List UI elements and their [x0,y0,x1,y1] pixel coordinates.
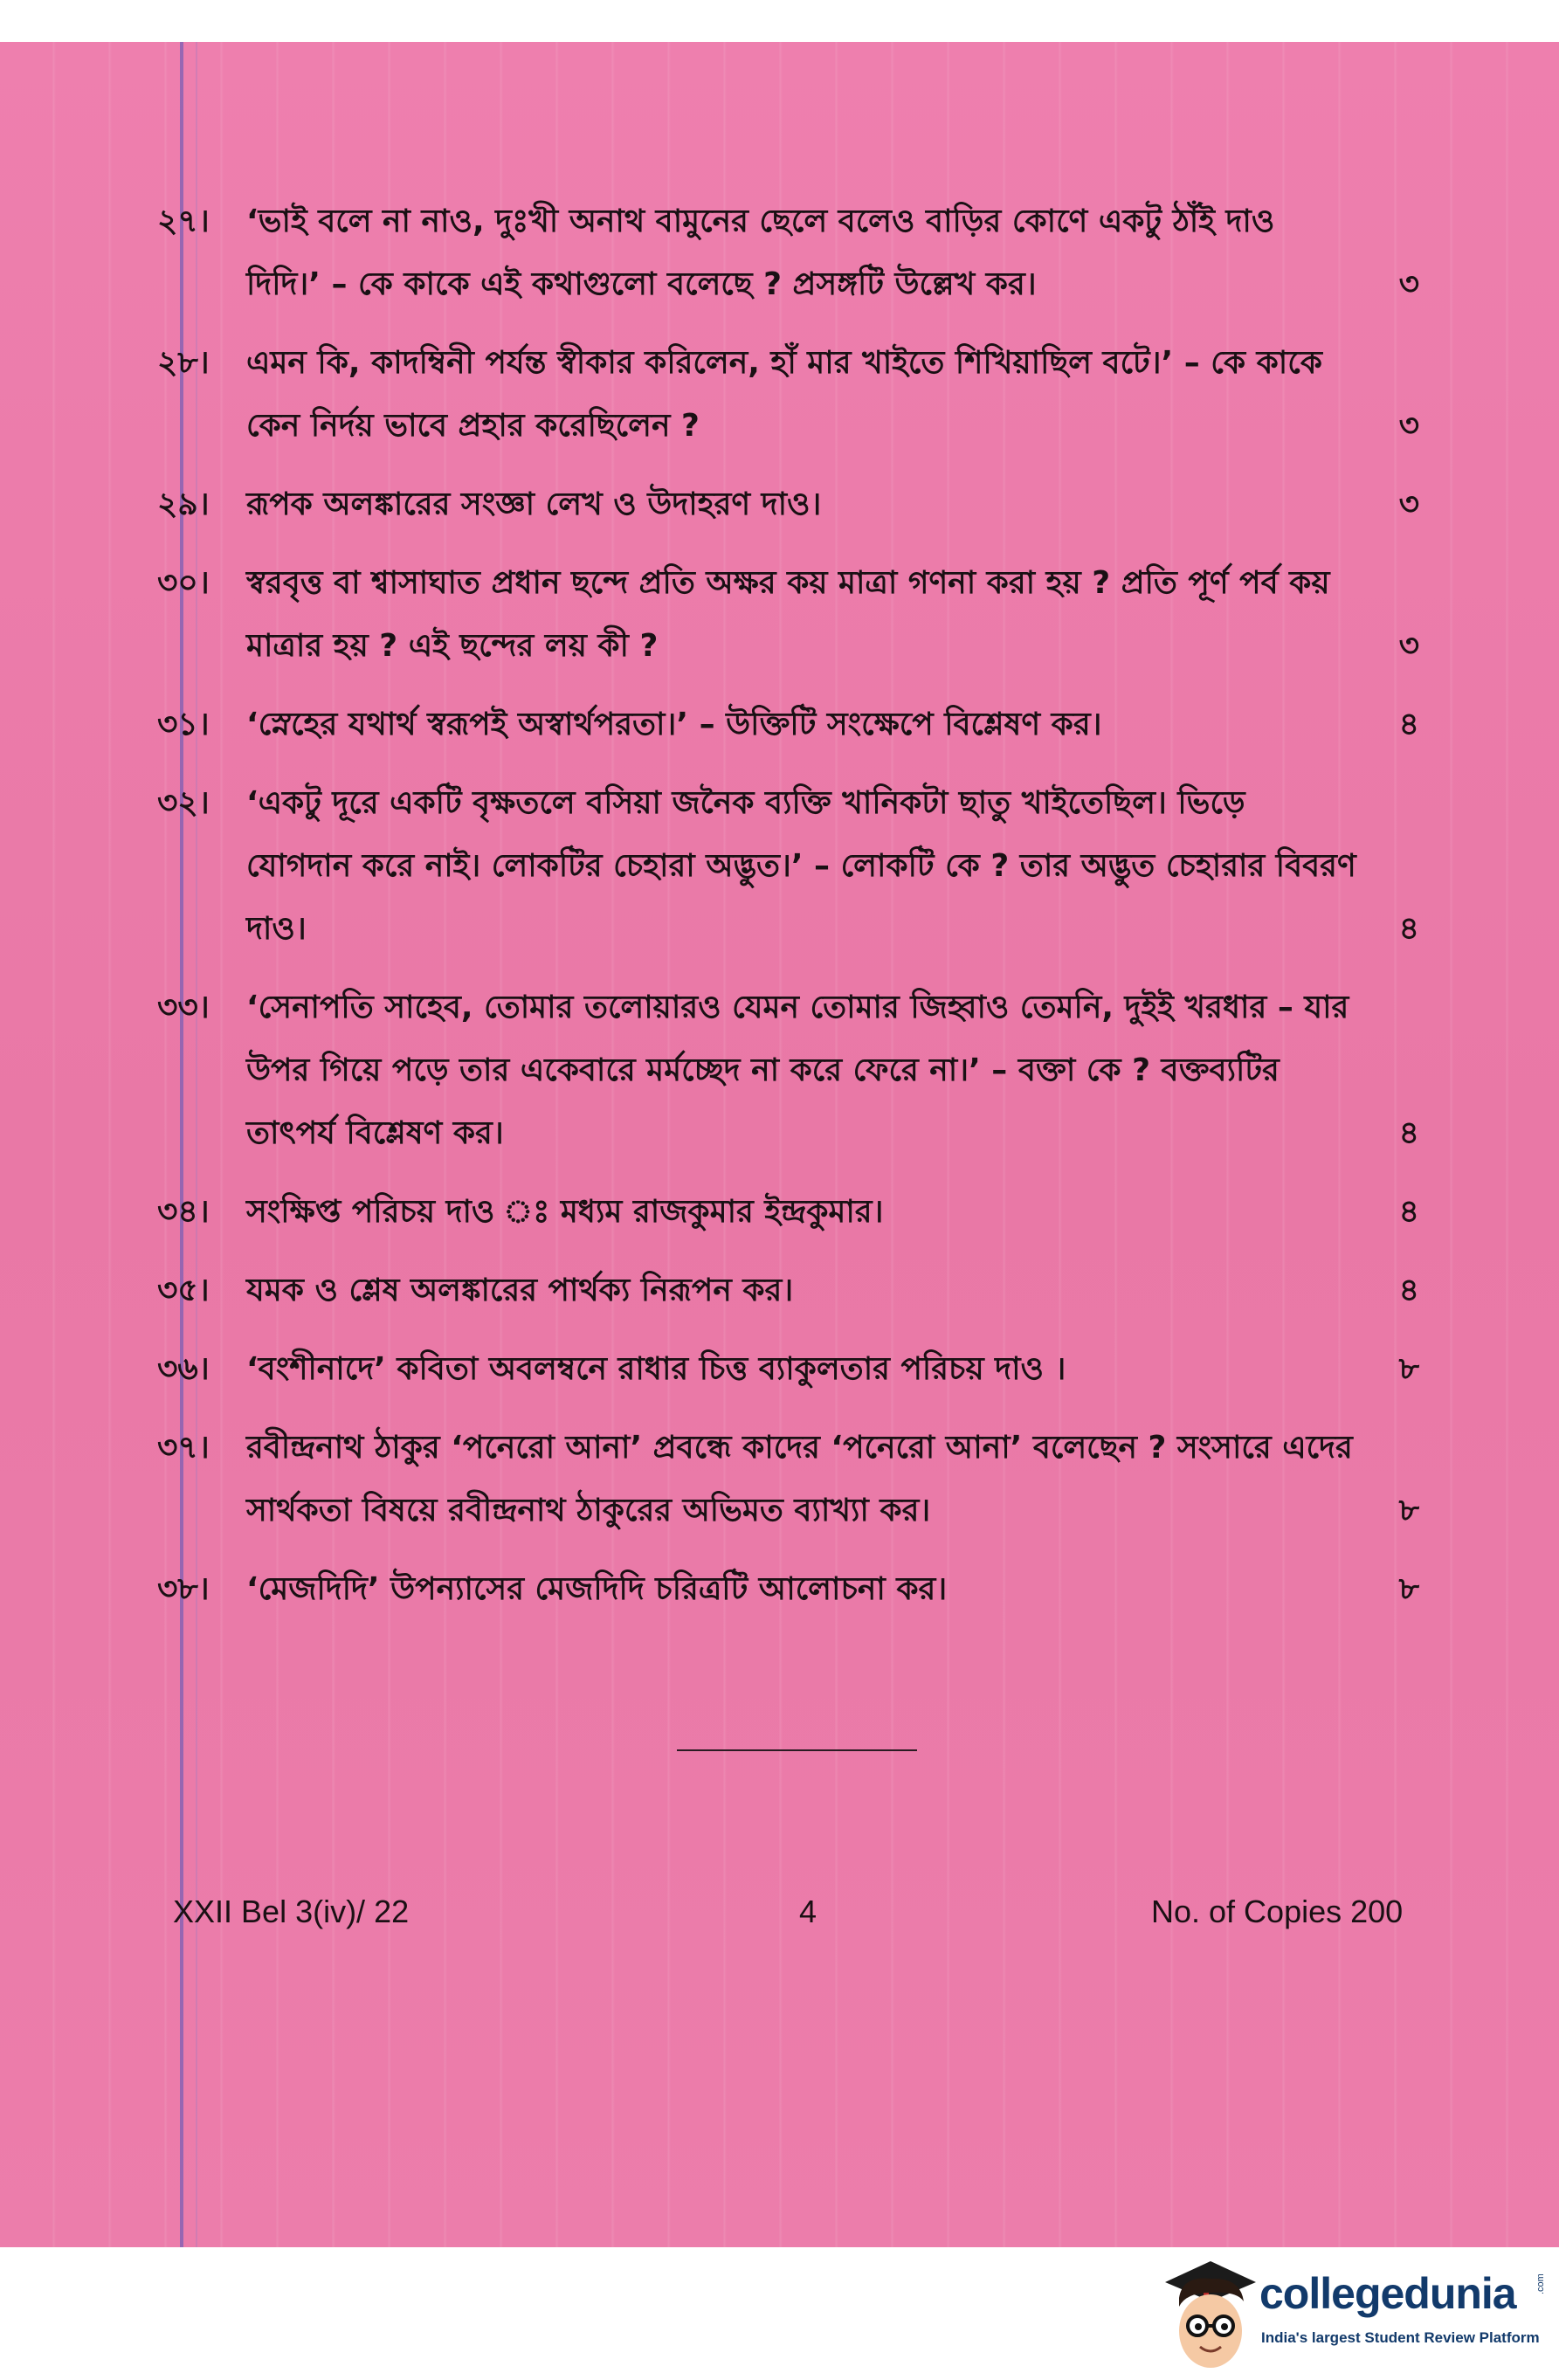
brand-name: collegedunia [1259,2269,1516,2318]
brand-tagline: India's largest Student Review Platform [1261,2329,1540,2346]
paper-code: XXII Bel 3(iv)/ 22 [173,1894,410,1929]
question-text: ‘মেজদিদি’ উপন্যাসের মেজদিদি চরিত্রটি আলোচনা কর। [246,1571,948,1607]
question-31 [157,693,1419,756]
question-text: ‘সেনাপতি সাহেব, তোমার তলোয়ারও যেমন তোমার জিহ্বাও তেমনি, দুইই খরধার – যার উপর গিয়ে পড়ে তার একেবারে মর্মচ্ছেদ না করে ফেরে না।’ – বক্তা কে ? বক্তব্যটির তাৎপর্য বিশ্লেষণ কর। [246,990,1349,1151]
question-marks: ৩ [1398,408,1419,444]
question-text: ‘ভাই বলে না নাও, দুঃখী অনাথ বামুনের ছেলে বলেও বাড়ির কোণে একটু ঠাঁই দাও দিদি।’ – কে কাকে এই কথাগুলো বলেছে ? প্রসঙ্গটি উল্লেখ কর। [246,204,1275,302]
question-number: ২৭। [157,204,210,239]
question-number: ২৯। [157,486,210,522]
question-text: ‘বংশীনাদে’ কবিতা অবলম্বনে রাধার চিত্ত ব্যাকুলতার পরিচয় দাও । [246,1351,1066,1387]
question-text: স্বরবৃত্ত বা শ্বাসাঘাত প্রধান ছন্দে প্রতি অক্ষর কয় মাত্রা গণনা করা হয় ? প্রতি পূর্ণ পর্ব কয় মাত্রার হয় ? এই ছন্দের লয় কী ? [246,565,1330,664]
question-number: ৩৮। [157,1571,210,1607]
question-33 [157,976,1419,1165]
question-number: ৩৫। [157,1273,210,1308]
question-paper-page [0,42,1559,2247]
question-30 [157,552,1419,678]
question-marks: ৪ [1398,1273,1419,1308]
page-number: 4 [799,1894,817,1929]
question-29 [157,473,1419,536]
question-marks: ৩ [1398,486,1419,522]
question-number: ৩১। [157,707,210,742]
question-text: যমক ও শ্লেষ অলঙ্কারের পার্থক্য নিরূপন কর। [246,1273,794,1308]
question-marks: ৮ [1398,1493,1419,1528]
question-32 [157,772,1419,961]
end-of-paper-rule [677,1749,917,1751]
question-35 [157,1259,1419,1322]
question-marks: ৪ [1398,707,1419,742]
question-marks: ৩ [1398,266,1419,302]
question-number: ৩৪। [157,1194,210,1230]
question-text: ‘স্নেহের যথার্থ স্বরূপই অস্বার্থপরতা।’ – উক্তিটি সংক্ষেপে বিশ্লেষণ কর। [246,707,1102,742]
question-27 [157,190,1419,316]
mascot-face-icon [1156,2249,1261,2380]
question-number: ২৮। [157,345,210,381]
question-text: ‘একটু দূরে একটি বৃক্ষতলে বসিয়া জনৈক ব্যক্তি খানিকটা ছাতু খাইতেছিল। ভিড়ে যোগদান করে নাই। লোকটির চেহারা অদ্ভুত।’ – লোকটি কে ? তার অদ্ভুত চেহারার বিবরণ দাও। [246,785,1356,947]
question-number: ৩৬। [157,1351,210,1387]
question-number: ৩২। [157,785,210,821]
question-number: ৩০। [157,565,210,601]
collegedunia-watermark [1153,2249,1559,2380]
question-28 [157,332,1419,458]
question-text: এমন কি, কাদম্বিনী পর্যন্ত স্বীকার করিলেন, হাঁ মার খাইতে শিখিয়াছিল বটে।’ – কে কাকে কেন নির্দয় ভাবে প্রহার করেছিলেন ? [246,345,1322,444]
copies-count: No. of Copies 200 [1151,1894,1404,1929]
question-36 [157,1338,1419,1401]
question-text: রূপক অলঙ্কারের সংজ্ঞা লেখ ও উদাহরণ দাও। [246,486,822,522]
question-text: সংক্ষিপ্ত পরিচয় দাও ঃ মধ্যম রাজকুমার ইন্দ্রকুমার। [246,1194,884,1230]
question-marks: ৮ [1398,1571,1419,1607]
question-38 [157,1558,1419,1621]
question-marks: ৩ [1398,628,1419,664]
question-list [157,190,1419,1637]
question-marks: ৪ [1398,1115,1419,1151]
question-marks: ৪ [1398,911,1419,947]
question-34 [157,1181,1419,1244]
question-marks: ৮ [1398,1351,1419,1387]
question-marks: ৪ [1398,1194,1419,1230]
question-text: রবীন্দ্রনাথ ঠাকুর ‘পনেরো আনা’ প্রবন্ধে কাদের ‘পনেরো আনা’ বলেছেন ? সংসারে এদের সার্থকতা বিষয়ে রবীন্দ্রনাথ ঠাকুরের অভিমত ব্যাখ্যা কর। [246,1430,1353,1528]
question-37 [157,1417,1419,1542]
question-number: ৩৭। [157,1430,210,1466]
page-footer [0,1894,1559,1946]
question-number: ৩৩। [157,990,210,1025]
brand-domain: .com [1535,2273,1546,2294]
